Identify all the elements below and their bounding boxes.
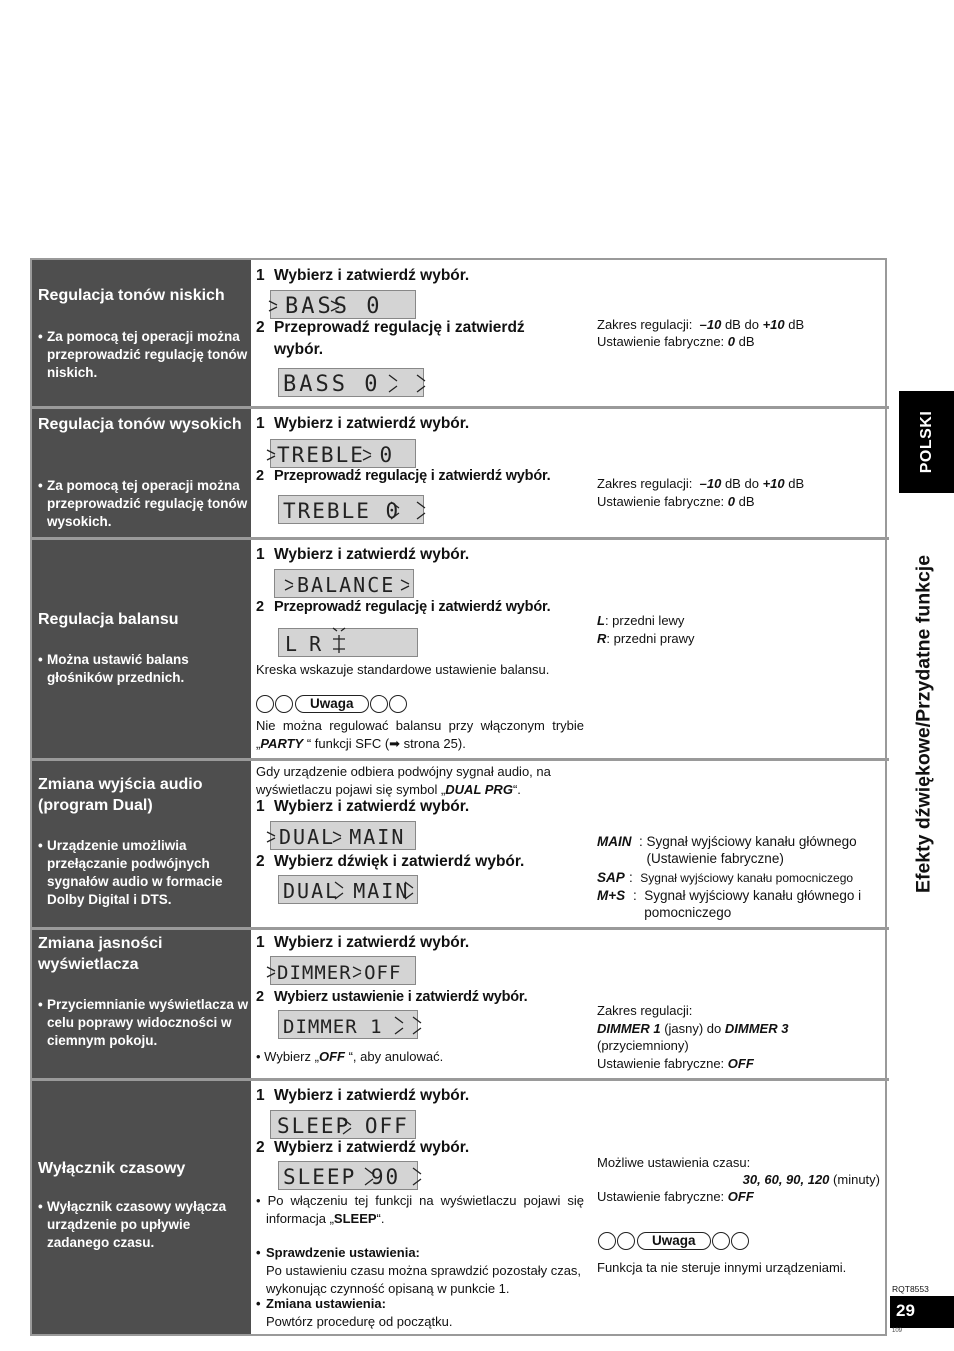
factory-line: Ustawienie fabryczne: OFF [597, 1056, 754, 1071]
step-2: 2 Przeprowadź regulację i zatwierdź wybór. [256, 468, 551, 484]
factory-line: Ustawienie fabryczne: OFF [597, 1189, 754, 1204]
svg-text:DIMMER OFF: DIMMER OFF [277, 962, 402, 984]
svg-text:BALANCE: BALANCE [297, 573, 396, 597]
uwaga-header [256, 695, 408, 715]
balance-caption: Kreska wskazuje standardowe ustawienie balansu. [256, 662, 550, 677]
lcd-display [270, 956, 416, 985]
row-title: Regulacja balansu [38, 611, 179, 628]
row-dual-info [597, 761, 887, 927]
row-bullet: • Urządzenie umożliwia przełączanie podwójnych sygnałów audio w formacie Dolby Digital i DTS. [38, 837, 252, 909]
lcd-display [278, 1010, 418, 1039]
circle-icon [712, 1232, 730, 1250]
circle-icon [275, 695, 293, 713]
row-treble-description [32, 409, 251, 537]
sleep-info: • Po włączeniu tej funkcji na wyświetlaczu pojawi się informacja „SLEEP“. [256, 1193, 584, 1226]
row-dimmer-info [597, 930, 887, 1078]
range-note: (przyciemniony) [597, 1038, 689, 1053]
step-2: 2 Przeprowadź regulację i zatwierdź wybór. [256, 599, 551, 615]
lcd-display [278, 1161, 418, 1190]
language-tab: POLSKI [899, 391, 954, 493]
step-2: 2 Przeprowadź regulację i zatwierdź wybór. [256, 319, 525, 358]
circle-icon [617, 1232, 635, 1250]
range-line: Zakres regulacji: –10 dB do +10 dB [597, 476, 805, 491]
circle-icon [598, 1232, 616, 1250]
row-balance-description [32, 540, 251, 758]
lcd-display [270, 821, 416, 850]
row-dimmer-description [32, 930, 251, 1078]
lcd-display [278, 875, 418, 904]
lcd-segments [279, 629, 419, 658]
row-bullet: • Można ustawić balans głośników przednich. [38, 651, 252, 687]
def-main: MAIN : Sygnał wyjściowy kanału głównego (Ustawienie fabryczne) [597, 834, 857, 866]
step-2: 2 Wybierz dźwięk i zatwierdź wybór. [256, 853, 525, 870]
step-1: 1 Wybierz i zatwierdź wybór. [256, 1087, 470, 1104]
svg-text:DUAL MAIN: DUAL MAIN [283, 879, 410, 903]
lcd-segments [279, 1011, 419, 1040]
def-ms: M+S : Sygnał wyjściowy kanału głównego i pomocniczego [597, 888, 862, 920]
row-bullet: • Za pomocą tej operacji można przeprowadzić regulację tonów wysokich. [38, 477, 252, 531]
factory-line: Ustawienie fabryczne: 0 dB [597, 334, 755, 349]
step-1: 1 Wybierz i zatwierdź wybór. [256, 546, 470, 563]
svg-text:DUAL MAIN: DUAL MAIN [279, 825, 406, 849]
row-title: Regulacja tonów wysokich [38, 416, 242, 433]
uwaga-text: Funkcja ta nie steruje innymi urządzeniami. [597, 1260, 847, 1275]
lcd-display [270, 1110, 416, 1139]
lcd-display [270, 290, 416, 319]
lcd-segments [271, 957, 417, 986]
range-label: Zakres regulacji: [597, 1003, 693, 1018]
lcd-display [278, 368, 424, 397]
lcd-segments [279, 876, 419, 905]
svg-text:BASS 0: BASS 0 [283, 372, 381, 397]
circle-icon [731, 1232, 749, 1250]
r-definition: R: przedni prawy [597, 631, 695, 646]
lcd-segments [279, 369, 425, 398]
step-2: 2 Wybierz ustawienie i zatwierdź wybór. [256, 989, 528, 1005]
row-sleep [32, 1081, 885, 1334]
circle-icon [370, 695, 388, 713]
row-sleep-steps [254, 1081, 586, 1334]
row-balance [32, 540, 885, 758]
lcd-segments [279, 1162, 419, 1191]
row-title: Regulacja tonów niskich [38, 287, 225, 304]
uwaga-label: Uwaga [295, 695, 369, 713]
row-dual-description [32, 761, 251, 927]
row-bass-steps [254, 260, 586, 406]
page-number: 29 [890, 1296, 954, 1328]
row-sleep-description [32, 1081, 251, 1334]
row-sleep-info [597, 1081, 887, 1334]
row-title: Wyłącznik czasowy [38, 1160, 186, 1177]
row-title: Zmiana jasności wyświetlacza [38, 935, 163, 973]
document-code: RQT8553 [892, 1284, 929, 1294]
row-bass-info [597, 260, 887, 406]
row-bass [32, 260, 885, 406]
range-line: Zakres regulacji: –10 dB do +10 dB [597, 317, 805, 332]
sleep-check: • Sprawdzenie ustawienia: Po ustawieniu czasu można sprawdzić pozostały czas, wykonując czynność opisaną w punkcie 1. [256, 1245, 582, 1296]
row-bullet: • Wyłącznik czasowy wyłącza urządzenie po upływie zadanego czasu. [38, 1198, 252, 1252]
row-dimmer-steps [254, 930, 586, 1078]
svg-text:TREBLE 0: TREBLE 0 [277, 443, 395, 467]
range-values: DIMMER 1 (jasny) do DIMMER 3 [597, 1021, 789, 1036]
uwaga-header [598, 1231, 750, 1251]
uwaga-label: Uwaga [637, 1232, 711, 1250]
row-title: Zmiana wyjścia audio (program Dual) [38, 776, 203, 814]
lcd-display [278, 495, 424, 524]
row-treble-info [597, 409, 887, 537]
l-definition: L: przedni lewy [597, 613, 685, 628]
svg-text:BASS 0: BASS 0 [285, 294, 383, 319]
lcd-segments [275, 570, 415, 599]
svg-text:SLEEP 90: SLEEP 90 [283, 1165, 401, 1189]
step-2: 2 Wybierz i zatwierdź wybór. [256, 1139, 470, 1156]
lcd-segments [279, 496, 425, 525]
factory-line: Ustawienie fabryczne: 0 dB [597, 494, 755, 509]
def-sap: SAP : Sygnał wyjściowy kanału pomocniczego [597, 870, 854, 885]
dimmer-cancel: • Wybierz „OFF “, aby anulować. [256, 1049, 444, 1064]
small-code: 109 [892, 1328, 903, 1334]
svg-text:SLEEP OFF: SLEEP OFF [277, 1114, 409, 1138]
svg-text:L R: L R [285, 632, 322, 656]
lcd-segments [271, 291, 417, 320]
lcd-segments [271, 822, 417, 851]
step-1: 1 Wybierz i zatwierdź wybór. [256, 267, 470, 284]
sleep-change: • Zmiana ustawienia: Powtórz procedurę od początku. [256, 1296, 453, 1329]
lcd-display [278, 628, 418, 657]
row-dimmer [32, 930, 885, 1078]
row-balance-info [597, 540, 887, 758]
lcd-display [274, 569, 414, 598]
row-bass-description [32, 260, 251, 406]
row-treble-steps [254, 409, 586, 537]
step-1: 1 Wybierz i zatwierdź wybór. [256, 934, 470, 951]
row-dual-steps [254, 761, 586, 927]
circle-icon [256, 695, 274, 713]
row-bullet: • Za pomocą tej operacji można przeprowadzić regulację tonów niskich. [38, 328, 252, 382]
times-values: 30, 60, 90, 120 (minuty) [742, 1172, 880, 1187]
row-bullet: • Przyciemnianie wyświetlacza w celu poprawy widoczności w ciemnym pokoju. [38, 996, 252, 1050]
row-balance-steps [254, 540, 586, 758]
lcd-display [270, 439, 416, 468]
step-1: 1 Wybierz i zatwierdź wybór. [256, 798, 470, 815]
settings-table [30, 258, 887, 1336]
svg-text:TREBLE 0: TREBLE 0 [283, 499, 401, 523]
row-dual [32, 761, 885, 927]
dual-intro: Gdy urządzenie odbiera podwójny sygnał audio, na wyświetlaczu pojawi się symbol „DUAL PRG“. [256, 764, 551, 797]
svg-text:DIMMER 1: DIMMER 1 [283, 1016, 383, 1038]
row-treble [32, 409, 885, 537]
circle-icon [389, 695, 407, 713]
uwaga-text: Nie można regulować balansu przy włączonym trybie „PARTY “ funkcji SFC (➡ strona 25). [256, 718, 584, 751]
section-title: Efekty dźwiękowe/Przydatne funkcje [912, 554, 935, 894]
lcd-segments [271, 1111, 417, 1140]
times-label: Możliwe ustawienia czasu: [597, 1155, 751, 1170]
step-1: 1 Wybierz i zatwierdź wybór. [256, 415, 470, 432]
